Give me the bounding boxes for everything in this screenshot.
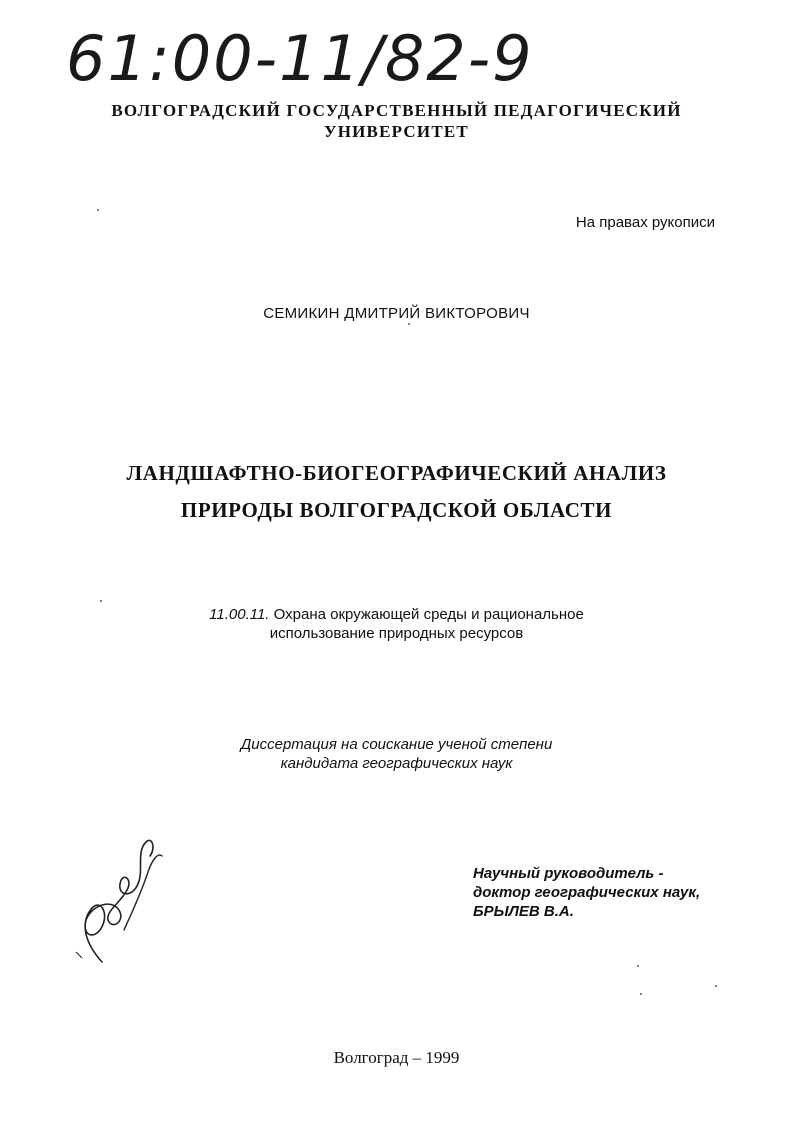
scan-speck	[100, 600, 102, 602]
place-year: Волгоград – 1999	[333, 1048, 460, 1067]
handwritten-signature	[62, 812, 172, 972]
university-line-2: УНИВЕРСИТЕТ	[324, 122, 469, 141]
scientific-supervisor	[473, 864, 700, 921]
author-name: СЕМИКИН ДМИТРИЙ ВИКТОРОВИЧ	[263, 305, 530, 322]
supervisor-line-2: доктор географических наук,	[473, 884, 701, 901]
specialty-line-2: использование природных ресурсов	[269, 625, 524, 642]
degree-statement	[0, 735, 793, 773]
specialty-line-1: Охрана окружающей среды и рациональное	[273, 606, 584, 623]
dissertation-title	[0, 455, 793, 529]
handwritten-archive-code	[62, 10, 532, 98]
manuscript-rights-note: На правах рукописи	[575, 214, 715, 231]
scan-speck	[97, 209, 99, 211]
scan-speck	[640, 993, 642, 995]
supervisor-line-3: БРЫЛЕВ В.А.	[473, 903, 574, 920]
university-line-1: ВОЛГОГРАДСКИЙ ГОСУДАРСТВЕННЫЙ ПЕДАГОГИЧЕСКИЙ	[111, 101, 682, 120]
title-line-2: ПРИРОДЫ ВОЛГОГРАДСКОЙ ОБЛАСТИ	[180, 498, 613, 522]
supervisor-line-1: Научный руководитель -	[473, 865, 664, 882]
university-name	[0, 100, 793, 142]
scan-speck	[637, 965, 639, 967]
specialty-block	[0, 605, 793, 643]
scan-speck	[408, 323, 410, 325]
title-line-1: ЛАНДШАФТНО-БИОГЕОГРАФИЧЕСКИЙ АНАЛИЗ	[126, 461, 667, 485]
archive-code-text: 61:00-11/82-9	[66, 22, 534, 95]
scan-speck	[715, 985, 717, 987]
specialty-code: 11.00.11.	[209, 606, 270, 623]
degree-line-1: Диссертация на соискание ученой степени	[240, 736, 553, 753]
degree-line-2: кандидата географических наук	[280, 755, 513, 772]
